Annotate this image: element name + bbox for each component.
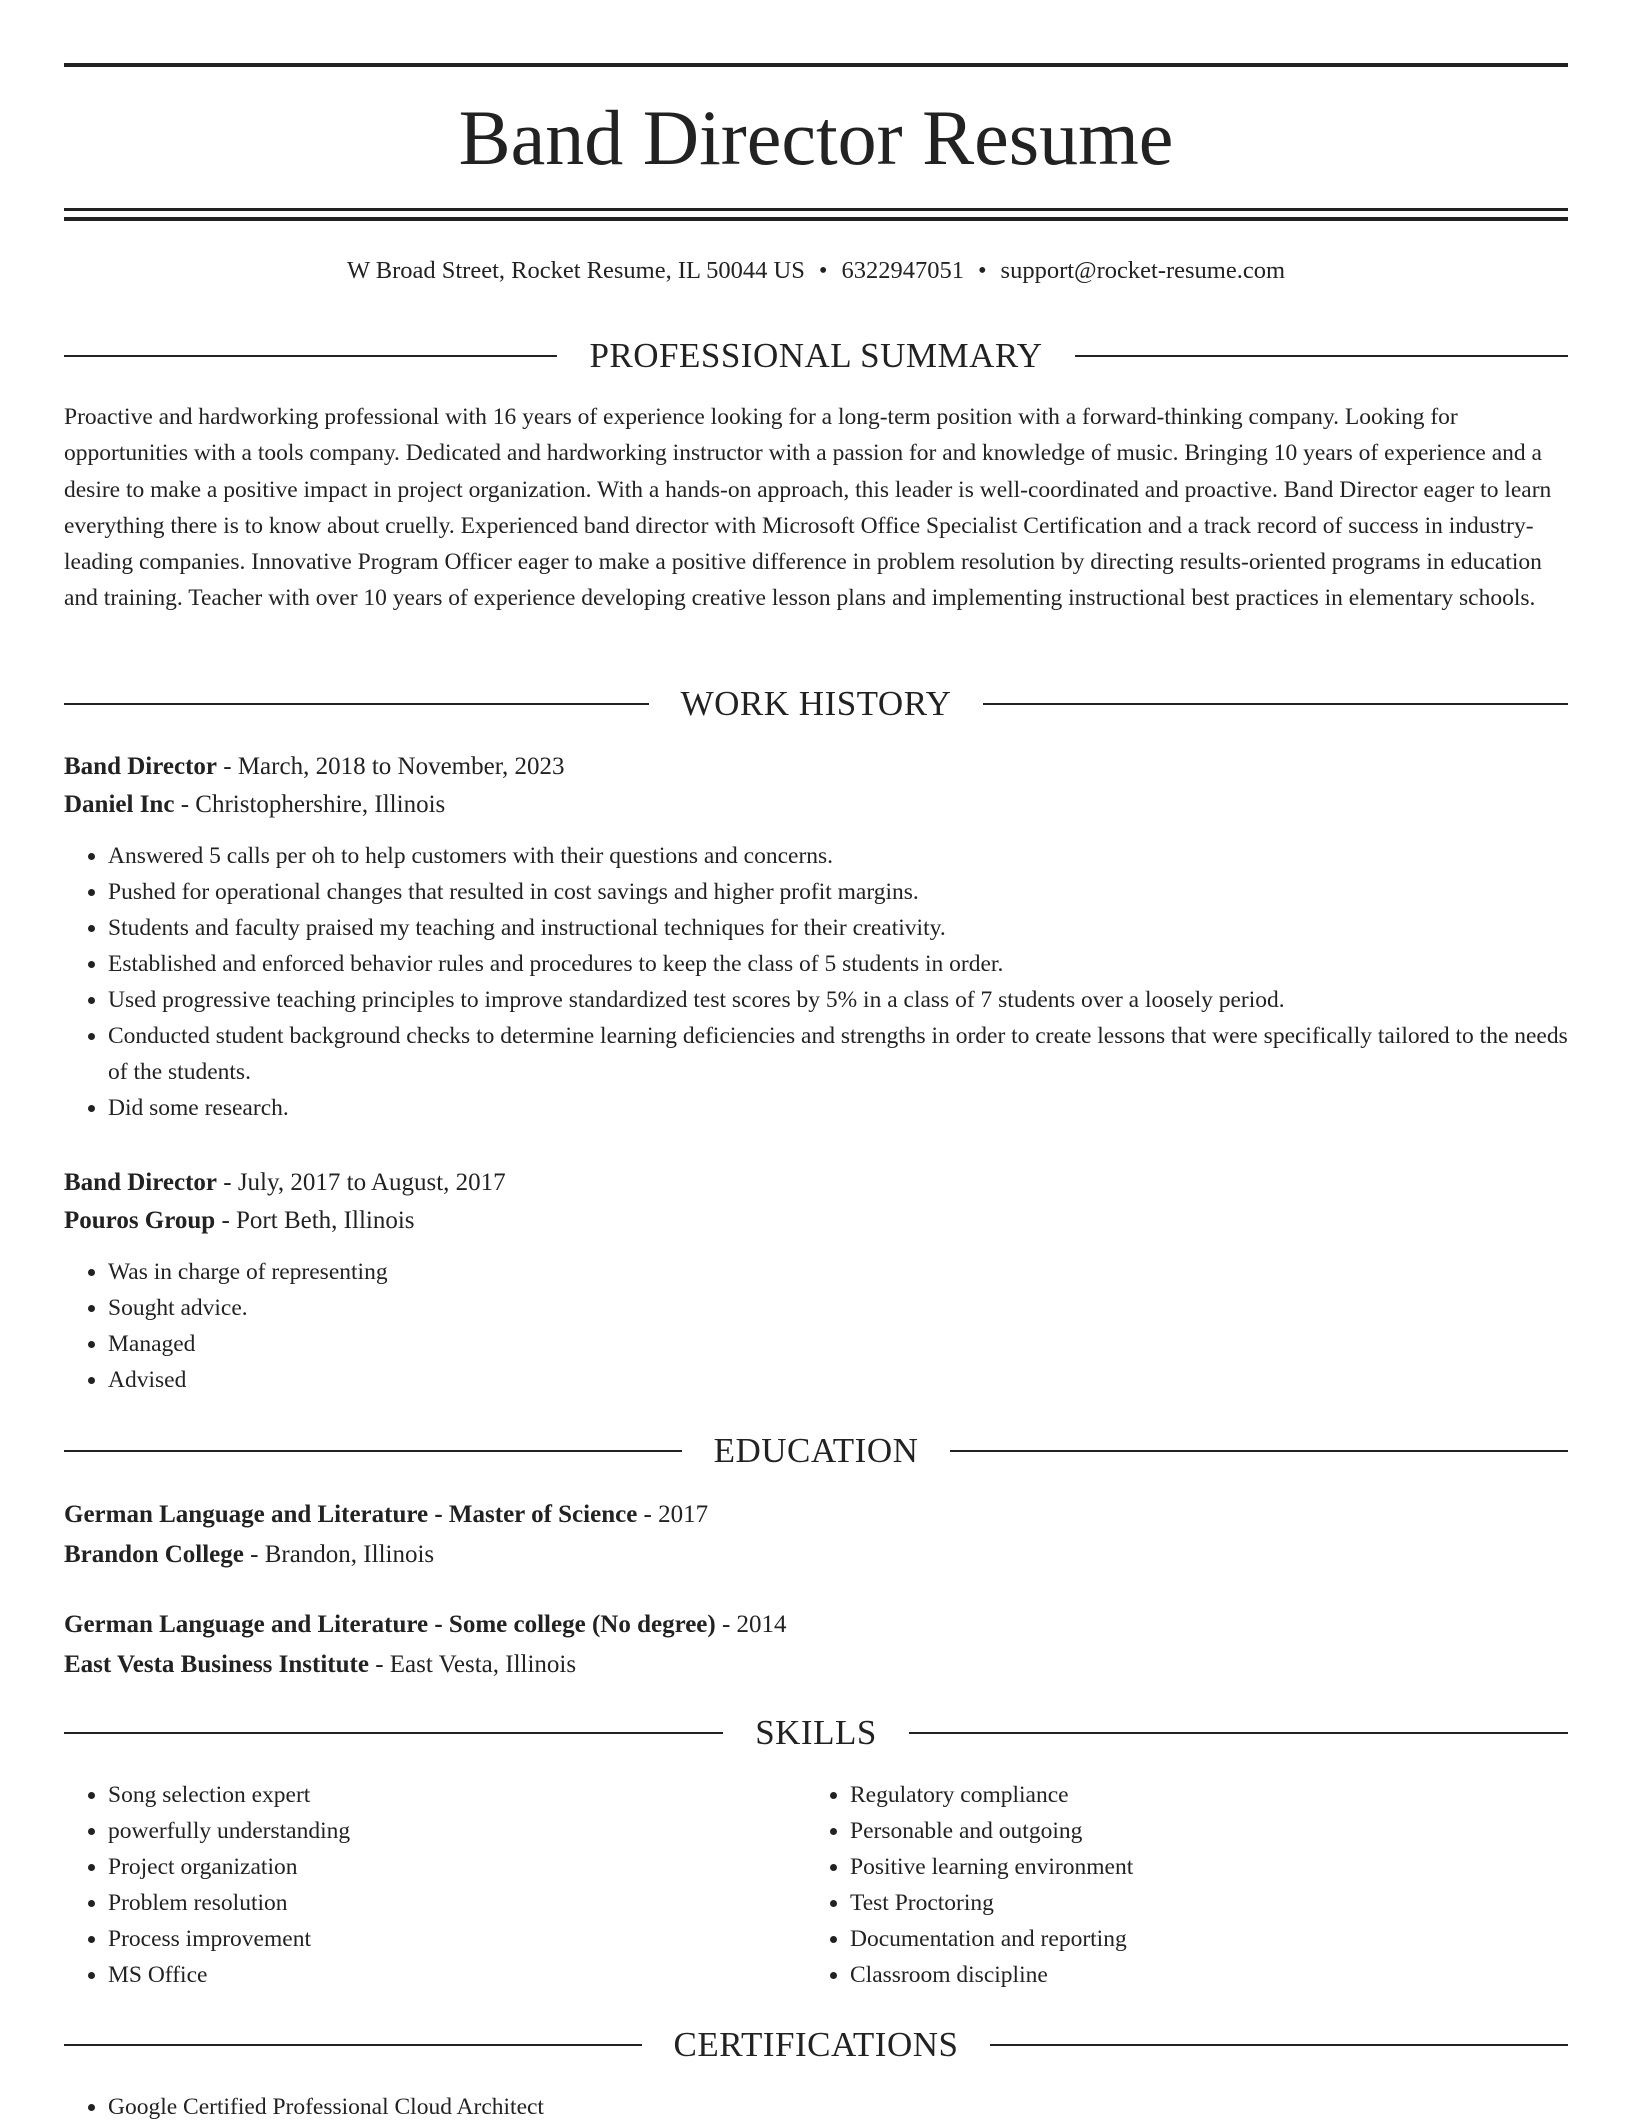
education-school: Brandon College bbox=[64, 1541, 244, 1568]
job-company: Pouros Group bbox=[64, 1207, 216, 1234]
job-location: - Christophershire, Illinois bbox=[174, 791, 446, 818]
job-company-line bbox=[64, 786, 1568, 824]
education-degree-line bbox=[64, 1605, 1568, 1645]
education-entry bbox=[64, 1495, 1568, 1575]
job-bullet: • Did some research. bbox=[108, 1090, 1568, 1126]
section-divider bbox=[983, 703, 1568, 705]
skills-section-header bbox=[64, 1713, 1568, 1753]
job-company: Daniel Inc bbox=[64, 791, 175, 818]
job-dates: - March, 2018 to November, 2023 bbox=[217, 753, 565, 780]
contact-email: support@rocket-resume.com bbox=[1000, 257, 1286, 284]
contact-separator: • bbox=[818, 257, 828, 284]
skill-item: • Classroom discipline bbox=[850, 1957, 1548, 1993]
section-divider bbox=[990, 2044, 1568, 2046]
section-divider bbox=[64, 2044, 642, 2046]
education-location: - East Vesta, Illinois bbox=[368, 1651, 577, 1678]
job-bullet: • Students and faculty praised my teaching and instructional techniques for their creativity. bbox=[108, 910, 1568, 946]
top-rule bbox=[64, 63, 1568, 67]
skills-column-left bbox=[64, 1777, 806, 1993]
job-location: - Port Beth, Illinois bbox=[215, 1207, 415, 1234]
job-title-line bbox=[64, 1164, 1568, 1202]
education-degree: German Language and Literature - Some college (No degree) bbox=[64, 1611, 716, 1638]
contact-line bbox=[64, 256, 1568, 286]
education-section-header bbox=[64, 1431, 1568, 1471]
job-bullet: • Sought advice. bbox=[108, 1290, 1568, 1326]
job-bullet: • Used progressive teaching principles to improve standardized test scores by 5% in a class of 7 students over a loosely period. bbox=[108, 982, 1568, 1018]
skill-item: • MS Office bbox=[108, 1957, 806, 1993]
certifications-bullets bbox=[64, 2089, 1612, 2125]
job-title: Band Director bbox=[64, 1169, 217, 1196]
section-divider bbox=[909, 1732, 1568, 1734]
skill-item: • Positive learning environment bbox=[850, 1849, 1548, 1885]
education-entry bbox=[64, 1605, 1568, 1685]
work-section-header bbox=[64, 684, 1568, 724]
education-year: - 2014 bbox=[715, 1611, 787, 1638]
contact-phone: 6322947051 bbox=[841, 257, 964, 284]
job-bullet: • Conducted student background checks to determine learning deficiencies and strengths in order to create lessons that were specifically tailored to the needs of the students. bbox=[108, 1018, 1568, 1090]
education-heading: EDUCATION bbox=[713, 1431, 919, 1470]
resume-title: Band Director Resume bbox=[458, 94, 1174, 181]
job-bullets bbox=[64, 838, 1568, 1126]
summary-text: Proactive and hardworking professional with 16 years of experience looking for a long-term position with a forward-thinking company. Looking for opportunities with a tools company. Dedicated and hardworking instructor with a passion for and knowledge of music. Bringing 10 years of experience and a desire to make a positive impact in project organization. With a hands-on approach, this leader is well-coordinated and proactive. Band Director eager to learn everything there is to know about cruelly. Experienced band director with Microsoft Office Specialist Certification and a track record of success in industry-leading companies. Innovative Program Officer eager to make a positive difference in problem resolution by directing results-oriented programs in education and training. Teacher with over 10 years of experience developing creative lesson plans and implementing instructional best practices in elementary schools. bbox=[64, 404, 1552, 612]
skill-item: • Song selection expert bbox=[108, 1777, 806, 1813]
education-degree: German Language and Literature - Master of Science bbox=[64, 1501, 638, 1528]
skill-item: • Problem resolution bbox=[108, 1885, 806, 1921]
skills-column-right bbox=[806, 1777, 1548, 1993]
skills-heading: SKILLS bbox=[755, 1713, 877, 1752]
job-bullets bbox=[64, 1254, 1568, 1398]
skill-item: • Documentation and reporting bbox=[850, 1921, 1548, 1957]
skill-item: • powerfully understanding bbox=[108, 1813, 806, 1849]
title-double-rule bbox=[64, 208, 1568, 221]
education-school-line bbox=[64, 1645, 1568, 1685]
job-bullet: • Established and enforced behavior rules and procedures to keep the class of 5 students in order. bbox=[108, 946, 1568, 982]
job-bullet: • Answered 5 calls per oh to help customers with their questions and concerns. bbox=[108, 838, 1568, 874]
education-location: - Brandon, Illinois bbox=[243, 1541, 435, 1568]
skills-bullets bbox=[64, 1777, 806, 1993]
job-dates: - July, 2017 to August, 2017 bbox=[217, 1169, 506, 1196]
skill-item: • Project organization bbox=[108, 1849, 806, 1885]
education-year: - 2017 bbox=[637, 1501, 709, 1528]
job-title: Band Director bbox=[64, 753, 217, 780]
job-bullet: • Pushed for operational changes that resulted in cost savings and higher profit margins. bbox=[108, 874, 1568, 910]
education-degree-line bbox=[64, 1495, 1568, 1535]
certification-item: • Google Certified Professional Cloud Architect bbox=[108, 2089, 1612, 2125]
section-divider bbox=[950, 1450, 1568, 1452]
section-divider bbox=[64, 1450, 682, 1452]
skill-item: • Personable and outgoing bbox=[850, 1813, 1548, 1849]
skills-list bbox=[64, 1777, 1568, 1993]
job-company-line bbox=[64, 1202, 1568, 1240]
section-divider bbox=[64, 355, 557, 357]
summary-section-header bbox=[64, 336, 1568, 376]
job-title-line bbox=[64, 748, 1568, 786]
skill-item: • Test Proctoring bbox=[850, 1885, 1548, 1921]
skill-item: • Regulatory compliance bbox=[850, 1777, 1548, 1813]
skills-bullets bbox=[806, 1777, 1548, 1993]
skill-item: • Process improvement bbox=[108, 1921, 806, 1957]
section-divider bbox=[1075, 355, 1568, 357]
work-heading: WORK HISTORY bbox=[680, 684, 952, 723]
contact-separator: • bbox=[977, 257, 987, 284]
job-entry bbox=[64, 1164, 1568, 1398]
certifications-heading: CERTIFICATIONS bbox=[673, 2025, 959, 2064]
job-bullet: • Managed bbox=[108, 1326, 1568, 1362]
job-bullet: • Advised bbox=[108, 1362, 1568, 1398]
education-school: East Vesta Business Institute bbox=[64, 1651, 369, 1678]
education-school-line bbox=[64, 1535, 1568, 1575]
section-divider bbox=[64, 703, 649, 705]
certifications-section-header bbox=[64, 2025, 1568, 2065]
contact-address: W Broad Street, Rocket Resume, IL 50044 US bbox=[346, 257, 805, 284]
section-divider bbox=[64, 1732, 723, 1734]
job-entry bbox=[64, 748, 1568, 1126]
job-bullet: • Was in charge of representing bbox=[108, 1254, 1568, 1290]
summary-heading: PROFESSIONAL SUMMARY bbox=[589, 336, 1043, 375]
